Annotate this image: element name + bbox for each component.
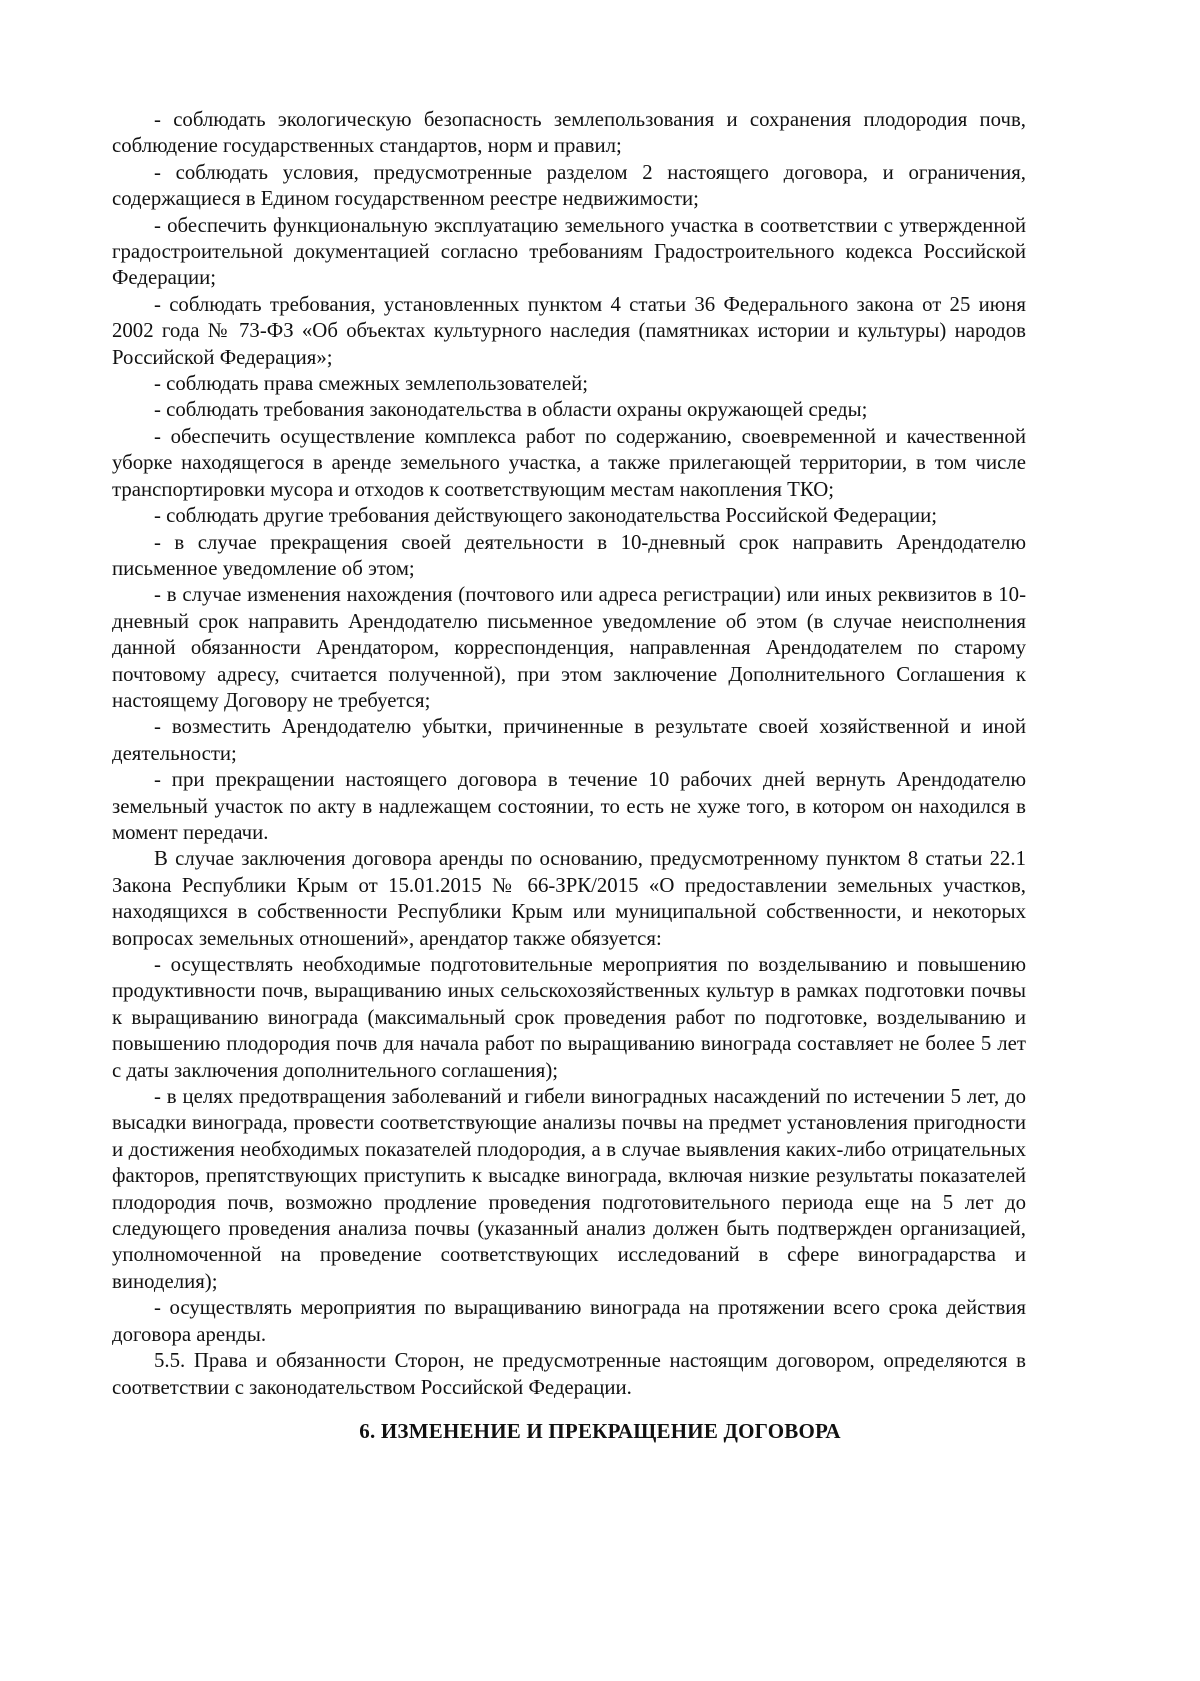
paragraph-address-change: - в случае изменения нахождения (почтового или адреса регистрации) или иных реквизитов в 10-дневный срок направить Арендодателю письменное уведомление об этом (в случае неисполнения данной обязанности Арендатором, корреспонденция, направленная Арендодателем по старому почтовому адресу, считается полученной), при этом заключение Дополнительного Соглашения к настоящему Договору не требуется; bbox=[112, 583, 1026, 712]
paragraph-vineyard-cultivation: - осуществлять мероприятия по выращиванию винограда на протяжении всего срока действия договора аренды. bbox=[112, 1296, 1026, 1346]
paragraph-crimea-law-basis: В случае заключения договора аренды по основанию, предусмотренному пунктом 8 статьи 22.1 Закона Республики Крым от 15.01.2015 № 66-ЗРК/2015 «О предоставлении земельных участков, находящихся в собственности Республики Крым или муниципальной собственности, и некоторых вопросах земельных отношений», арендатор также обязуется: bbox=[112, 847, 1026, 950]
paragraph-soil-preparation: - осуществлять необходимые подготовительные мероприятия по возделыванию и повышению продуктивности почв, выращиванию иных сельскохозяйственных культур в рамках подготовки почвы к выращиванию винограда (максимальный срок проведения работ по подготовке, возделыванию и повышению плодородия почв для начала работ по выращиванию винограда составляет не более 5 лет с даты заключения дополнительного соглашения); bbox=[112, 953, 1026, 1082]
paragraph-ecological-safety: - соблюдать экологическую безопасность землепользования и сохранения плодородия почв, соблюдение государственных стандартов, норм и правил; bbox=[112, 108, 1026, 158]
paragraph-termination-notice: - в случае прекращения своей деятельности в 10-дневный срок направить Арендодателю письменное уведомление об этом; bbox=[112, 530, 1026, 580]
document-body bbox=[112, 107, 1026, 1401]
section-heading: 6. ИЗМЕНЕНИЕ И ПРЕКРАЩЕНИЕ ДОГОВОРА bbox=[359, 1419, 841, 1443]
paragraph-clause-5-5: 5.5. Права и обязанности Сторон, не предусмотренные настоящим договором, определяются в соответствии с законодательством Российской Федерации. bbox=[112, 1349, 1026, 1399]
paragraph-soil-analysis: - в целях предотвращения заболеваний и гибели виноградных насаждений по истечении 5 лет, до высадки винограда, провести соответствующие анализы почвы на предмет установления пригодности и достижения необходимых показателей плодородия, а в случае выявления каких-либо отрицательных факторов, препятствующих приступить к высадке винограда, включая низкие результаты показателей плодородия почв, возможно продление проведения подготовительного периода еще на 5 лет до следующего проведения анализа почвы (указанный анализ должен быть подтвержден организацией, уполномоченной на проведение соответствующих исследований в сфере виноградарства и виноделия); bbox=[112, 1085, 1026, 1293]
paragraph-section-2-conditions: - соблюдать условия, предусмотренные разделом 2 настоящего договора, и ограничения, содержащиеся в Едином государственном реестре недвижимости; bbox=[112, 160, 1026, 211]
paragraph-functional-use: - обеспечить функциональную эксплуатацию земельного участка в соответствии с утвержденной градостроительной документацией согласно требованиям Градостроительного кодекса Российской Федерации; bbox=[112, 213, 1026, 290]
paragraph-damages: - возместить Арендодателю убытки, причиненные в результате своей хозяйственной и иной деятельности; bbox=[112, 715, 1026, 765]
paragraph-environment-protection: - соблюдать требования законодательства в области охраны окружающей среды; bbox=[154, 398, 868, 422]
paragraph-return-land: - при прекращении настоящего договора в течение 10 рабочих дней вернуть Арендодателю земельный участок по акту в надлежащем состоянии, то есть не хуже того, в котором он находился в момент передачи. bbox=[112, 768, 1026, 844]
paragraph-other-requirements: - соблюдать другие требования действующего законодательства Российской Федерации; bbox=[154, 504, 938, 528]
paragraph-maintenance-works: - обеспечить осуществление комплекса работ по содержанию, своевременной и качественной уборке находящегося в аренде земельного участка, а также прилегающей территории, в том числе транспортировки мусора и отходов к соответствующим местам накопления ТКО; bbox=[112, 424, 1026, 501]
paragraph-cultural-heritage-law: - соблюдать требования, установленных пунктом 4 статьи 36 Федерального закона от 25 июня 2002 года № 73-ФЗ «Об объектах культурного наследия (памятниках истории и культуры) народов Российской Федерация»; bbox=[112, 292, 1026, 369]
paragraph-neighbor-rights: - соблюдать права смежных землепользователей; bbox=[154, 372, 589, 396]
